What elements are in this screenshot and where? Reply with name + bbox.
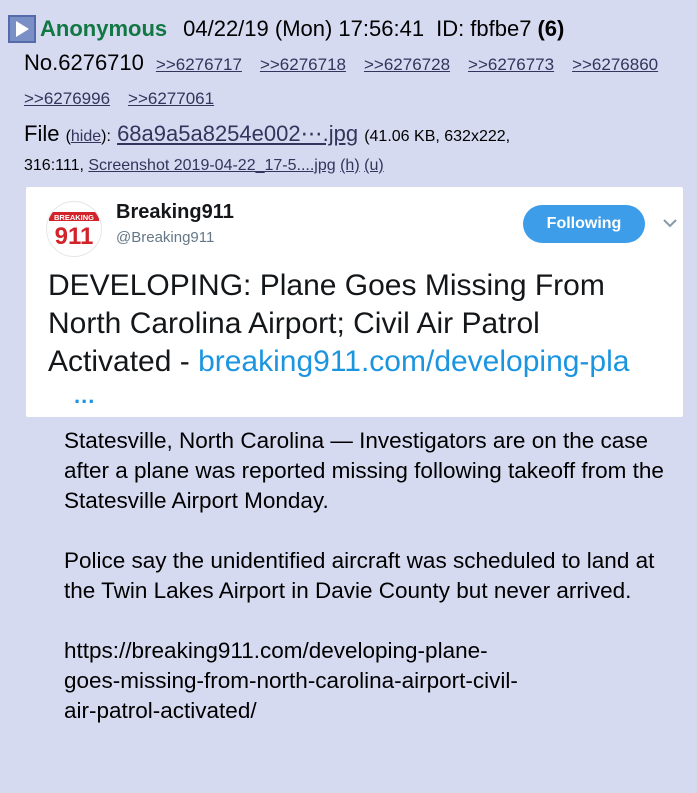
tweet-account-name: Breaking911 (116, 201, 234, 223)
tweet-text-line (48, 343, 678, 381)
file-size-info: (41.06 KB, 632x222, (364, 128, 511, 145)
breaking911-logo (46, 201, 102, 257)
backlink[interactable]: >>6276773 (468, 55, 555, 74)
backlink[interactable]: >>6276728 (363, 55, 451, 74)
message-paragraph: Police say the unidentified aircraft was scheduled to land at the Twin Lakes Airport in Davie County but never arrived. (64, 548, 655, 603)
tweet-text (48, 267, 678, 381)
message-paragraph: Statesville, North Carolina — Investigators are on the case after a plane was reported missing following takeoff from the Statesville Airport Monday. (64, 428, 664, 513)
h-link[interactable]: (h) (340, 157, 360, 174)
poster-name: Anonymous (40, 16, 168, 41)
url-line: goes-missing-from-north-carolina-airport-civil- (64, 668, 518, 693)
file-label: File (24, 121, 60, 146)
backlink[interactable]: >>6277061 (128, 89, 215, 108)
tweet-handle: @Breaking911 (116, 229, 215, 246)
u-link[interactable]: (u) (364, 157, 384, 174)
hide-link[interactable]: hide (70, 128, 102, 145)
post-info-row (8, 12, 688, 46)
file-name-link[interactable]: 68a9a5a8254e002⋯.jpg (117, 121, 359, 146)
file-info-2 (8, 153, 688, 179)
post-datetime: 04/22/19 (Mon) 17:56:41 (183, 16, 425, 41)
logo-main-text: 911 (54, 223, 94, 250)
backlink[interactable]: >>6276996 (24, 89, 111, 108)
tweet-link: breaking911.com/developing-pla (198, 345, 630, 378)
url-line: air-patrol-activated/ (64, 698, 257, 723)
tweet-text-prefix: Activated - (48, 345, 199, 378)
post-number-row (8, 46, 688, 116)
backlink[interactable]: >>6276718 (259, 55, 346, 74)
post-message (64, 426, 684, 726)
post-count: (6) (537, 16, 565, 41)
post-number[interactable]: No.6276710 (24, 50, 144, 75)
backlink[interactable]: >>6276717 (155, 55, 242, 74)
tweet-image[interactable] (26, 187, 683, 417)
logo-top-text: BREAKING (53, 213, 95, 222)
backlink[interactable]: >>6276860 (572, 55, 659, 74)
expand-arrow-icon[interactable] (8, 15, 36, 43)
thumb-info: 316:111, (24, 157, 84, 174)
chevron-down-icon[interactable] (663, 215, 677, 233)
original-filename-link[interactable]: Screenshot 2019-04-22_17-5....jpg (88, 157, 336, 174)
following-button[interactable]: Following (523, 205, 645, 243)
poster-id[interactable]: ID: fbfbe7 (436, 16, 532, 41)
file-info: File (hide): 68a9a5a8254e002⋯.jpg (41.06 KB, 632x222, (24, 121, 511, 146)
post-header (8, 12, 688, 179)
url-line: https://breaking911.com/developing-plane- (64, 638, 488, 663)
message-url (64, 636, 684, 726)
tweet-ellipsis: ... (74, 383, 96, 408)
tweet-text-line: DEVELOPING: Plane Goes Missing From (48, 269, 605, 302)
tweet-text-line: North Carolina Airport; Civil Air Patrol (48, 307, 540, 340)
